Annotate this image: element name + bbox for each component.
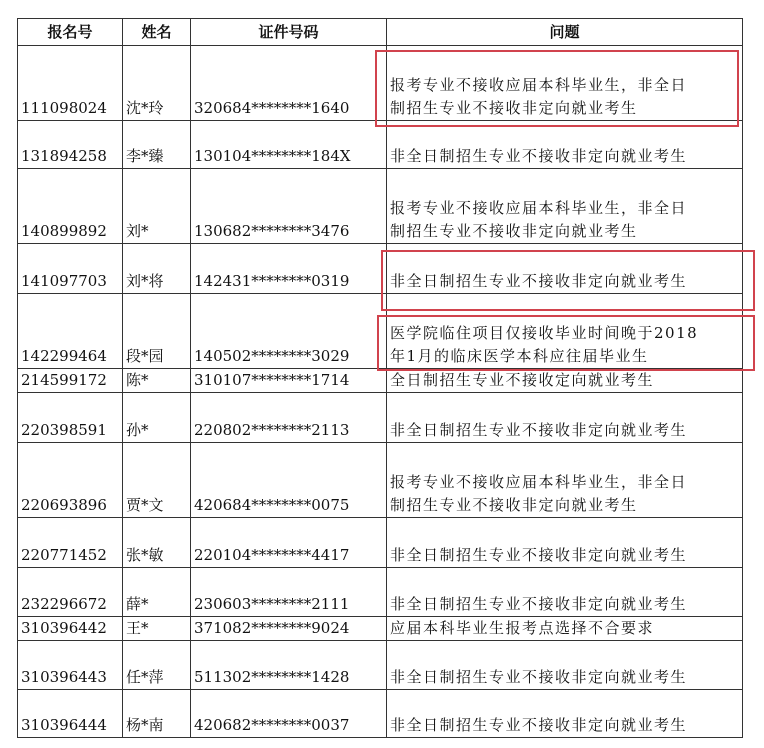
issue-cell xyxy=(387,617,743,641)
issue-line: 应届本科毕业生报考点选择不合要求 xyxy=(390,619,655,637)
issue-cell xyxy=(387,518,743,568)
table-row xyxy=(18,121,743,169)
id-number-cell: 230603********2111 xyxy=(191,568,387,617)
id-number-cell: 140502********3029 xyxy=(191,294,387,369)
registration-number-cell: 214599172 xyxy=(18,369,123,393)
name-cell: 张*敏 xyxy=(123,518,191,568)
rejected-applicants-table xyxy=(17,18,743,738)
name-cell: 任*萍 xyxy=(123,641,191,690)
header-name: 姓名 xyxy=(123,19,191,46)
table-row xyxy=(18,568,743,617)
registration-number-cell: 131894258 xyxy=(18,121,123,169)
id-number-cell: 142431********0319 xyxy=(191,244,387,294)
registration-number-cell: 142299464 xyxy=(18,294,123,369)
issue-cell xyxy=(387,46,743,121)
table-row xyxy=(18,393,743,443)
issue-line: 非全日制招生专业不接收非定向就业考生 xyxy=(390,668,688,686)
name-cell: 刘* xyxy=(123,169,191,244)
id-number-cell: 130104********184X xyxy=(191,121,387,169)
issue-line: 非全日制招生专业不接收非定向就业考生 xyxy=(390,421,688,439)
issue-cell xyxy=(387,121,743,169)
id-number-cell: 220104********4417 xyxy=(191,518,387,568)
issue-line: 非全日制招生专业不接收非定向就业考生 xyxy=(390,147,688,165)
issue-cell xyxy=(387,568,743,617)
issue-line: 非全日制招生专业不接收非定向就业考生 xyxy=(390,272,688,290)
issue-cell xyxy=(387,369,743,393)
id-number-cell: 420684********0075 xyxy=(191,443,387,518)
issue-line: 报考专业不接收应届本科毕业生，非全日 xyxy=(390,76,688,94)
issue-cell xyxy=(387,443,743,518)
name-cell: 陈* xyxy=(123,369,191,393)
name-cell: 刘*将 xyxy=(123,244,191,294)
issue-cell xyxy=(387,169,743,244)
issue-cell xyxy=(387,294,743,369)
table-row xyxy=(18,641,743,690)
name-cell: 段*园 xyxy=(123,294,191,369)
registration-number-cell: 310396443 xyxy=(18,641,123,690)
issue-line: 全日制招生专业不接收定向就业考生 xyxy=(390,371,655,389)
name-cell: 李*臻 xyxy=(123,121,191,169)
table-row xyxy=(18,617,743,641)
registration-number-cell: 232296672 xyxy=(18,568,123,617)
issue-line: 制招生专业不接收非定向就业考生 xyxy=(390,222,638,240)
registration-number-cell: 310396444 xyxy=(18,690,123,738)
table-row xyxy=(18,244,743,294)
issue-cell xyxy=(387,393,743,443)
table-row xyxy=(18,294,743,369)
registration-number-cell: 220398591 xyxy=(18,393,123,443)
table-row xyxy=(18,690,743,738)
issue-line: 制招生专业不接收非定向就业考生 xyxy=(390,496,638,514)
header-registration-number: 报名号 xyxy=(18,19,123,46)
table-row xyxy=(18,443,743,518)
table-body xyxy=(18,46,743,738)
registration-number-cell: 141097703 xyxy=(18,244,123,294)
issue-line: 非全日制招生专业不接收非定向就业考生 xyxy=(390,546,688,564)
id-number-cell: 420682********0037 xyxy=(191,690,387,738)
id-number-cell: 130682********3476 xyxy=(191,169,387,244)
header-issue: 问题 xyxy=(387,19,743,46)
issue-line: 医学院临住项目仅接收毕业时间晚于2018 xyxy=(390,324,699,342)
registration-number-cell: 220771452 xyxy=(18,518,123,568)
registration-number-cell: 310396442 xyxy=(18,617,123,641)
registration-number-cell: 140899892 xyxy=(18,169,123,244)
issue-cell xyxy=(387,690,743,738)
table-row xyxy=(18,46,743,121)
issue-line: 年1月的临床医学本科应往届毕业生 xyxy=(390,347,649,365)
issue-line: 报考专业不接收应届本科毕业生，非全日 xyxy=(390,199,688,217)
issue-cell xyxy=(387,244,743,294)
table-row xyxy=(18,169,743,244)
issue-line: 报考专业不接收应届本科毕业生，非全日 xyxy=(390,473,688,491)
id-number-cell: 310107********1714 xyxy=(191,369,387,393)
table-row xyxy=(18,518,743,568)
issue-line: 非全日制招生专业不接收非定向就业考生 xyxy=(390,716,688,734)
issue-line: 非全日制招生专业不接收非定向就业考生 xyxy=(390,595,688,613)
name-cell: 贾*文 xyxy=(123,443,191,518)
id-number-cell: 220802********2113 xyxy=(191,393,387,443)
id-number-cell: 371082********9024 xyxy=(191,617,387,641)
name-cell: 孙* xyxy=(123,393,191,443)
id-number-cell: 511302********1428 xyxy=(191,641,387,690)
name-cell: 薛* xyxy=(123,568,191,617)
name-cell: 沈*玲 xyxy=(123,46,191,121)
issue-cell xyxy=(387,641,743,690)
name-cell: 杨*南 xyxy=(123,690,191,738)
table-header-row xyxy=(18,19,743,46)
header-id-number: 证件号码 xyxy=(191,19,387,46)
name-cell: 王* xyxy=(123,617,191,641)
registration-number-cell: 220693896 xyxy=(18,443,123,518)
table-row xyxy=(18,369,743,393)
issue-line: 制招生专业不接收非定向就业考生 xyxy=(390,99,638,117)
registration-number-cell: 111098024 xyxy=(18,46,123,121)
id-number-cell: 320684********1640 xyxy=(191,46,387,121)
